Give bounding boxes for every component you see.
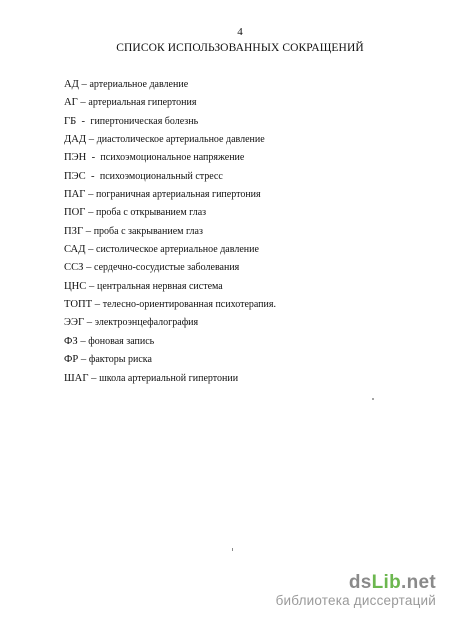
abbreviation-description: психоэмоциональное напряжение [100,152,245,164]
abbreviation-separator: - [85,170,100,182]
abbreviation-code: ДАД [64,134,87,146]
list-item [64,168,276,186]
abbreviation-separator: – [85,207,97,219]
abbreviation-code: ЦНС [64,280,87,292]
abbreviation-code: САД [64,244,86,256]
list-item [64,223,276,241]
abbreviation-code: ФР [64,354,79,366]
scan-speck [372,398,374,400]
abbreviation-code: ГБ [64,115,77,127]
scan-speck [232,548,233,551]
abbreviation-description: пограничная артериальная гипертония [96,189,261,201]
logo-ds: ds [348,572,372,593]
watermark-subtitle: библиотека диссертаций [275,593,436,608]
abbreviation-description: сердечно-сосудистые заболевания [94,262,240,274]
list-item [64,94,276,112]
watermark-logo [276,572,436,593]
logo-net: .net [401,572,436,593]
page-number: 4 [237,26,243,38]
abbreviation-description: фоновая запись [88,335,155,347]
abbreviation-separator: – [85,244,97,256]
abbreviation-separator: – [78,354,89,366]
list-item [64,296,276,314]
abbreviation-separator: – [77,335,89,347]
abbreviation-separator: – [84,317,95,329]
abbreviation-list [64,76,276,388]
abbreviation-code: ТОПТ [64,299,93,311]
abbreviation-code: ПЭС [64,170,86,182]
abbreviation-code: ПЭН [64,152,87,164]
abbreviation-separator: - [76,115,91,127]
abbreviation-code: ССЗ [64,262,84,274]
abbreviation-description: артериальное давление [89,79,189,90]
abbreviation-description: проба с открыванием глаз [96,207,207,219]
abbreviation-description: диастолическое артериальное давление [96,134,265,146]
abbreviation-description: проба с закрыванием глаз [93,225,203,237]
list-item [64,314,276,332]
abbreviation-description: факторы риска [88,354,152,366]
abbreviation-separator: – [83,262,95,274]
list-item [64,204,276,222]
abbreviation-code: ЭЭГ [64,317,85,329]
list-item [64,149,276,167]
abbreviation-code: ШАГ [64,372,89,384]
abbreviation-code: ПЗГ [64,225,84,237]
abbreviation-description: артериальная гипертония [88,97,197,109]
list-item [64,278,276,296]
list-item [64,259,276,277]
list-item [64,333,276,351]
abbreviation-description: гипертоническая болезнь [90,115,199,127]
list-item [64,113,276,131]
abbreviation-code: ФЗ [64,335,78,347]
list-item [64,370,276,388]
logo-lib: Lib [371,572,402,593]
list-item [64,76,276,94]
list-item [64,131,276,149]
abbreviation-separator: – [78,79,90,90]
abbreviation-separator: - [86,152,101,164]
abbreviation-separator: – [83,225,94,237]
list-item [64,351,276,369]
watermark [276,572,436,609]
abbreviation-description: систолическое артериальное давление [96,244,259,256]
abbreviation-separator: – [85,189,97,201]
abbreviation-description: центральная нервная система [96,280,223,292]
abbreviation-separator: – [92,299,103,311]
list-item [64,241,276,259]
list-item [64,186,276,204]
abbreviation-description: школа артериальной гипертонии [99,372,239,384]
page-title: СПИСОК ИСПОЛЬЗОВАННЫХ СОКРАЩЕНИЙ [116,42,364,54]
abbreviation-separator: – [88,372,100,384]
abbreviation-code: АД [64,79,79,90]
abbreviation-description: психоэмоциональный стресс [99,170,223,182]
abbreviation-separator: – [86,134,97,146]
abbreviation-description: электроэнцефалография [94,317,199,329]
abbreviation-code: АГ [64,97,78,109]
abbreviation-separator: – [77,97,89,109]
abbreviation-code: ПОГ [64,207,86,219]
abbreviation-separator: – [86,280,97,292]
abbreviation-code: ПАГ [64,189,86,201]
abbreviation-description: телесно-ориентированная психотерапия. [102,299,276,311]
